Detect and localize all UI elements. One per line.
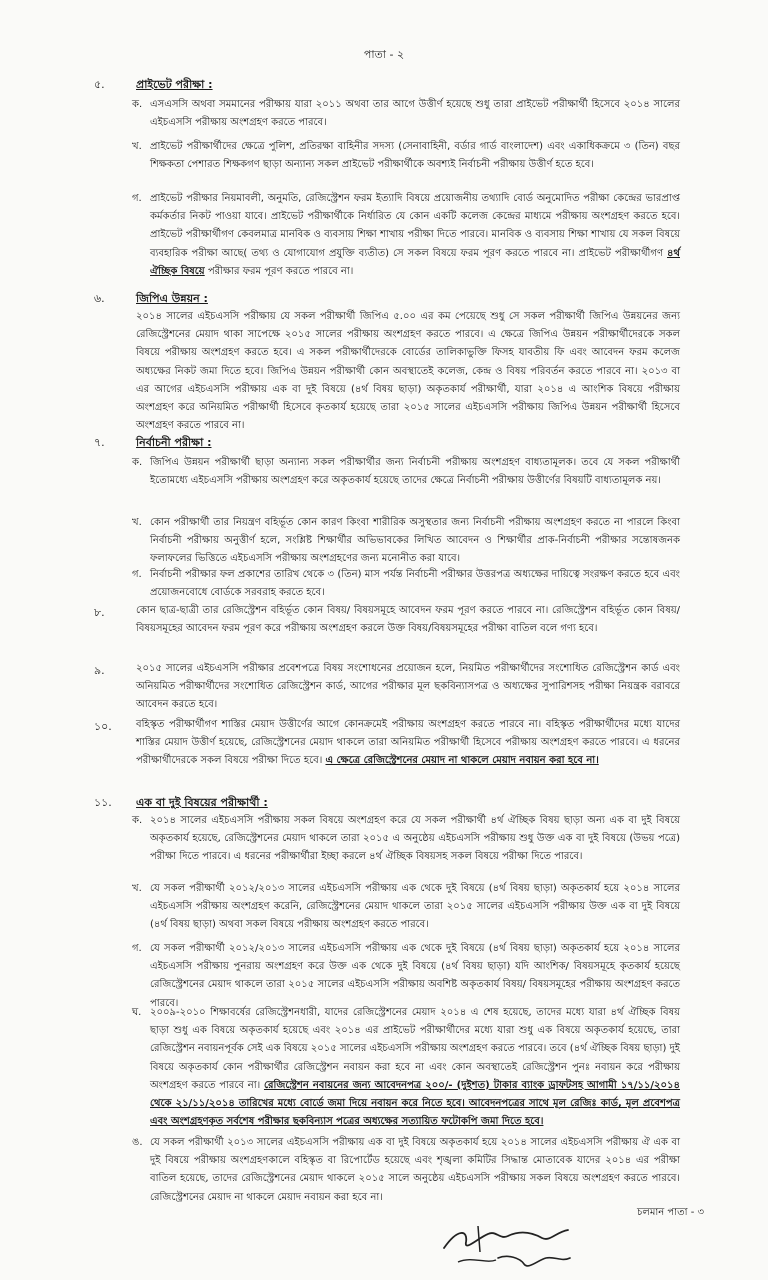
section-paragraph: ২০১৪ সালের এইচএসসি পরীক্ষায় যে সকল পরীক্ষার্থী জিপিএ ৫.০০ এর কম পেয়েছে শুধু সে সকল পরীক্ষার্থী জিপিএ উন্নয়নের জন্য রেজিস্ট্রেশনের মেয়াদ থাকা সাপেক্ষে ২০১৫ সালের পরীক্ষায় অংশগ্রহণ করতে পারবে। এ ক্ষেত্রে জিপিএ উন্নয়ন পরীক্ষার্থীদেরকে সকল বিষয়ে পরীক্ষায় অংশগ্রহণ করতে হবে। এ সকল পরীক্ষার্থীদেরকে বোর্ডের তালিকাভুক্তি ফিসহ যাবতীয় ফি এবং আবেদন ফরম কলেজ অধ্যক্ষের নিকট জমা দিতে হবে। জিপিএ উন্নয়ন পরীক্ষার্থী কোন অবস্থাতেই কলেজ, কেন্দ্র ও বিষয় পরিবর্তন করতে পারবে না। ২০১৩ বা এর আগের এইচএসসি পরীক্ষায় এক বা দুই বিষয়ে (৪র্থ বিষয় ছাড়া) অকৃতকার্য পরীক্ষার্থী, যারা ২০১৪ এ আংশিক বিষয়ে পরীক্ষায় অংশগ্রহণ করে অনিয়মিত পরীক্ষার্থী হিসেবে কৃতকার্য হয়েছে তারা ২০১৫ সালের এইচএসসি পরীক্ষায় জিপিএ উন্নয়ন পরীক্ষার্থী হিসেবে অংশগ্রহণ করতে পারবে না। [136, 311, 680, 432]
item-text: কোন পরীক্ষার্থী তার নিয়ন্ত্রণ বহির্ভূত কোন কারণ কিংবা শারীরিক অসুস্থতার জন্য নির্বাচনী পরীক্ষায় অংশগ্রহণ করতে না পারলে কিংবা নির্বাচনী পরীক্ষায় অনুত্তীর্ণ হলে, সংশ্লিষ্ট শিক্ষার্থীর অভিভাবকের লিখিত আবেদন ও শিক্ষার্থীর প্রাক-নির্বাচনী পরীক্ষার সন্তোষজনক ফলাফলের ভিত্তিতে এইচএসসি পরীক্ষায় অংশগ্রহণের জন্য মনোনীত করা যাবে। [150, 517, 680, 565]
item-label: খ. [132, 517, 142, 528]
section-paragraph: ২০১৫ সালের এইচএসসি পরীক্ষার প্রবেশপত্রে বিষয় সংশোধনের প্রয়োজন হলে, নিয়মিত পরীক্ষার্থীদের সংশোধিত রেজিস্ট্রেশন কার্ড এবং অনিয়মিত পরীক্ষার্থীদের সংশোধিত রেজিস্ট্রেশন কার্ড, আগের পরীক্ষার মূল ছকবিন্যাসপত্র ও অধ্যক্ষের সুপারিশসহ পরীক্ষা নিয়ন্ত্রক বরাবরে আবেদন করতে হবে। [136, 663, 680, 711]
section-heading: জিপিএ উন্নয়ন : [136, 292, 208, 305]
item-text: জিপিএ উন্নয়ন পরীক্ষার্থী ছাড়া অন্যান্য সকল পরীক্ষার্থীর জন্য নির্বাচনী পরীক্ষায় অংশগ্রহণ বাধ্যতামূলক। তবে যে সকল পরীক্ষার্থী ইতোমধ্যে এইচএসসি পরীক্ষায় অংশগ্রহণ করে অকৃতকার্য হয়েছে তাদের ক্ষেত্রে নির্বাচনী পরীক্ষায় উত্তীর্ণের বিষয়টি বাধ্যতামূলক নয়। [150, 457, 680, 487]
item-label: খ. [132, 883, 142, 894]
section-heading: প্রাইভেট পরীক্ষা : [136, 78, 213, 91]
page-number: পাতা - ২ [363, 48, 405, 61]
section-number: ৫. [94, 78, 105, 91]
item-label: গ. [132, 569, 142, 580]
section-number: ৮. [94, 606, 105, 619]
list-item [132, 812, 680, 867]
section-number: ১০. [94, 720, 112, 733]
item-text: ২০০৯-২০১০ শিক্ষাবর্ষের রেজিস্ট্রেশনধারী, যাদের রেজিস্ট্রেশনের মেয়াদ ২০১৪ এ শেষ হয়েছে, তাদের মধ্যে যারা ৪র্থ ঐচ্ছিক বিষয় ছাড়া শুধু এক বিষয়ে অকৃতকার্য হয়েছে এবং ২০১৪ এর প্রাইভেট পরীক্ষার্থীদের মধ্যে যারা শুধু এক বিষয়ে অকৃতকার্য হয়েছে, তারা রেজিস্ট্রেশন নবায়নপূর্বক সেই এক বিষয়ে ২০১৫ সালের এইচএসসি পরীক্ষায় অংশগ্রহণ করতে পারবে। তবে (৪র্থ ঐচ্ছিক বিষয় ছাড়া) দুই বিষয়ে অকৃতকার্য কোন পরীক্ষার্থীর রেজিস্ট্রেশন নবায়ন করা হবে না এবং কোন অবস্থাতেই রেজিস্ট্রেশন পুনঃ নবায়ন করে পরীক্ষায় অংশগ্রহণ করতে পারবে না। [150, 1007, 680, 1091]
item-text: এসএসসি অথবা সমমানের পরীক্ষায় যারা ২০১১ অথবা তার আগে উত্তীর্ণ হয়েছে শুধু তারা প্রাইভেট পরীক্ষার্থী হিসেবে ২০১৪ সালের এইচএসসি পরীক্ষায় অংশগ্রহণ করতে পারবে। [150, 99, 680, 129]
item-label: ক. [132, 457, 143, 468]
item-label: খ. [132, 141, 142, 152]
list-item [132, 940, 680, 1013]
paragraph-text: বহিস্কৃত পরীক্ষার্থীগণ শাস্তির মেয়াদ উত্তীর্ণের আগে কোনক্রমেই পরীক্ষায় অংশগ্রহণ করতে পারবে না। বহিস্কৃত পরীক্ষার্থীদের মধ্যে যাদের শাস্তির মেয়াদ উত্তীর্ণ হয়েছে, রেজিস্ট্রেশনের মেয়াদ থাকলে তারা অনিয়মিত পরীক্ষার্থী হিসেবে পরীক্ষায় অংশগ্রহণ করতে পারবে। এ ধরনের পরীক্ষার্থীদেরকে সকল বিষয়ে পরীক্ষা দিতে হবে। [136, 719, 680, 767]
item-text-tail: পরীক্ষার ফরম পূরণ করতে পারবে না। [207, 265, 354, 277]
item-text: যে সকল পরীক্ষার্থী ২০১৩ সালের এইচএসসি পরীক্ষায় এক বা দুই বিষয়ে অকৃতকার্য হয়ে ২০১৪ সালের এইচএসসি পরীক্ষায় ঐ এক বা দুই বিষয়ে পরীক্ষায় অংশগ্রহণকালে বহিস্কৃত বা রিপোর্টেড হয়েছে এবং শৃঙ্খলা কমিটির সিদ্ধান্ত মোতাবেক যাদের ২০১৪ এর পরীক্ষা বাতিল হয়েছে, তাদের রেজিস্ট্রেশনের মেয়াদ থাকলে ২০১৫ সালে অনুষ্ঠেয় এইচএসসি পরীক্ষায় সকল বিষয়ে অংশগ্রহণ করতে পারবে। রেজিস্ট্রেশনের মেয়াদ না থাকলে মেয়াদ নবায়ন করা হবে না। [150, 1137, 680, 1203]
list-item [132, 1134, 680, 1207]
item-label: গ. [132, 943, 142, 954]
item-text: প্রাইভেট পরীক্ষার নিয়মাবলী, অনুমতি, রেজিস্ট্রেশন ফরম ইত্যাদি বিষয়ে প্রয়োজনীয় তথ্যাদি বোর্ড অনুমোদিত পরীক্ষা কেন্দ্রের ভারপ্রাপ্ত কর্মকর্তার নিকট পাওয়া যাবে। প্রাইভেট পরীক্ষার্থীকে নির্ধারিত যে কোন একটি কলেজ কেন্দ্রের মাধ্যমে পরীক্ষায় অংশগ্রহণ করতে হবে। প্রাইভেট পরীক্ষার্থীগণ কেবলমাত্র মানবিক ও ব্যবসায় শিক্ষা শাখায় পরীক্ষা দিতে পারবে। মানবিক ও ব্যবসায় শিক্ষা শাখায় যে সকল বিষয়ে ব্যবহারিক পরীক্ষা আছে( তথ্য ও যোগাযোগ প্রযুক্তি ব্যতীত) সে সকল বিষয়ে ফরম পূরণ করতে পারবে না। প্রাইভেট পরীক্ষার্থীগণ [150, 193, 680, 259]
list-item [132, 190, 680, 281]
section-number: ৬. [94, 292, 105, 305]
item-text: ২০১৪ সালের এইচএসসি পরীক্ষায় সকল বিষয়ে অংশগ্রহণ করে যে সকল পরীক্ষার্থী ৪র্থ ঐচ্ছিক বিষয় ছাড়া অন্য এক বা দুই বিষয়ে অকৃতকার্য হয়েছে, রেজিস্ট্রেশনের মেয়াদ থাকলে তারা ২০১৫ এ অনুষ্ঠেয় এইচএসসি পরীক্ষায় শুধু উক্ত এক বা দুই বিষয়ে (উভয় পত্রে) পরীক্ষা দিতে পারবে। এ ধরনের পরীক্ষার্থীরা ইচ্ছা করলে ৪র্থ ঐচ্ছিক বিষয়সহ সকল বিষয়ে পরীক্ষা দিতে পারবে। [150, 815, 680, 863]
emphasis-text: ৪র্থ ঐচ্ছিক বিষয়ে [150, 247, 680, 277]
continued-page-note: চলমান পাতা - ৩ [636, 1207, 704, 1218]
item-label: ক. [132, 815, 143, 826]
section-paragraph: কোন ছাত্র-ছাত্রী তার রেজিস্ট্রেশন বহির্ভূত কোন বিষয়/ বিষয়সমূহে আবেদন ফরম পূরণ করতে পারবে না। রেজিস্ট্রেশন বহির্ভূত কোন বিষয়/ বিষয়সমূহের আবেদন ফরম পূরণ করে পরীক্ষায় অংশগ্রহণ করলে উক্ত বিষয়/বিষয়সমূহের পরীক্ষা বাতিল বলে গণ্য হবে। [136, 605, 680, 635]
item-text: নির্বাচনী পরীক্ষার ফল প্রকাশের তারিখ থেকে ৩ (তিন) মাস পর্যন্ত নির্বাচনী পরীক্ষার উত্তরপত্র অধ্যক্ষের দায়িত্বে সংরক্ষণ করতে হবে এবং প্রয়োজনবোধে বোর্ডকে সরবরাহ করতে হবে। [150, 569, 680, 599]
item-label: ক. [132, 99, 143, 110]
item-text: যে সকল পরীক্ষার্থী ২০১২/২০১৩ সালের এইচএসসি পরীক্ষায় এক থেকে দুই বিষয়ে (৪র্থ বিষয় ছাড়া) অকৃতকার্য হয়ে ২০১৪ সালের এইচএসসি পরীক্ষায় অংশগ্রহণ করেনি, রেজিস্ট্রেশনের মেয়াদ থাকলে তারা ২০১৫ সালের এইচএসসি পরীক্ষায় উক্ত এক বা দুই বিষয়ে (৪র্থ বিষয় ছাড়া) অথবা সকল বিষয়ে পরীক্ষায় অংশগ্রহণ করতে পারবে। [150, 883, 680, 931]
item-text: যে সকল পরীক্ষার্থী ২০১২/২০১৩ সালের এইচএসসি পরীক্ষায় এক থেকে দুই বিষয়ে (৪র্থ বিষয় ছাড়া) অকৃতকার্য হয়ে ২০১৪ সালের এইচএসসি পরীক্ষায় পুনরায় অংশগ্রহণ করে উক্ত এক থেকে দুই বিষয়ে (৪র্থ বিষয় ছাড়া) যদি আংশিক/ বিষয়সমূহে কৃতকার্য হয়েছে রেজিস্ট্রেশনের মেয়াদ থাকলে তারা ২০১৫ সালের এইচএসসি পরীক্ষায় অবশিষ্ট অকৃতকার্য বিষয়/ বিষয়সমূহের পরীক্ষায় অংশগ্রহণ করতে পারবে। [150, 943, 680, 1009]
section-number: ৭. [94, 436, 105, 449]
list-item [132, 138, 680, 174]
handwritten-signature [438, 1218, 588, 1278]
list-item [132, 454, 680, 490]
section-paragraph [136, 716, 680, 771]
list-item [132, 1004, 680, 1131]
section-heading: এক বা দুই বিষয়ের পরীক্ষার্থী : [136, 796, 268, 809]
section-number: ১১. [94, 796, 112, 809]
list-item [132, 880, 680, 935]
item-label: ঘ. [132, 1007, 142, 1018]
list-item [132, 514, 680, 569]
emphasis-text: রেজিস্ট্রেশন নবায়নের জন্য আবেদনপত্র ২০০/- (দুইশত) টাকার ব্যাংক ড্রাফটসহ আগামী ১৭/১১/২০১৪ থেকে ২১/১১/২০১৪ তারিখের মধ্যে বোর্ডে জমা দিয়ে নবায়ন করে নিতে হবে। আবেদনপত্রের সাথে মূল রেজিঃ কার্ড, মূল প্রবেশপত্র এবং অংশগ্রহণকৃত সর্বশেষ পরীক্ষার ছকবিন্যাস পত্রের অধ্যক্ষের সত্যায়িত ফটোকপি জমা দিতে হবে। [150, 1079, 680, 1128]
item-label: গ. [132, 193, 142, 204]
list-item [132, 566, 680, 602]
emphasis-text: এ ক্ষেত্রে রেজিস্ট্রেশনের মেয়াদ না থাকলে মেয়াদ নবায়ন করা হবে না। [325, 755, 599, 767]
section-number: ৯. [94, 664, 105, 677]
item-label: ঙ. [132, 1137, 143, 1148]
item-text: প্রাইভেট পরীক্ষার্থীদের ক্ষেত্রে পুলিশ, প্রতিরক্ষা বাহিনীর সদস্য (সেনাবাহিনী, বর্ডার গার্ড বাংলাদেশ) এবং একাধিকক্রমে ৩ (তিন) বছর শিক্ষকতা পেশারত শিক্ষকগণ ছাড়া অন্যান্য সকল প্রাইভেট পরীক্ষার্থীকে অবশ্যই নির্বাচনী পরীক্ষায় উত্তীর্ণ হতে হবে। [150, 141, 680, 171]
section-heading: নির্বাচনী পরীক্ষা : [136, 436, 212, 449]
list-item [132, 96, 680, 132]
